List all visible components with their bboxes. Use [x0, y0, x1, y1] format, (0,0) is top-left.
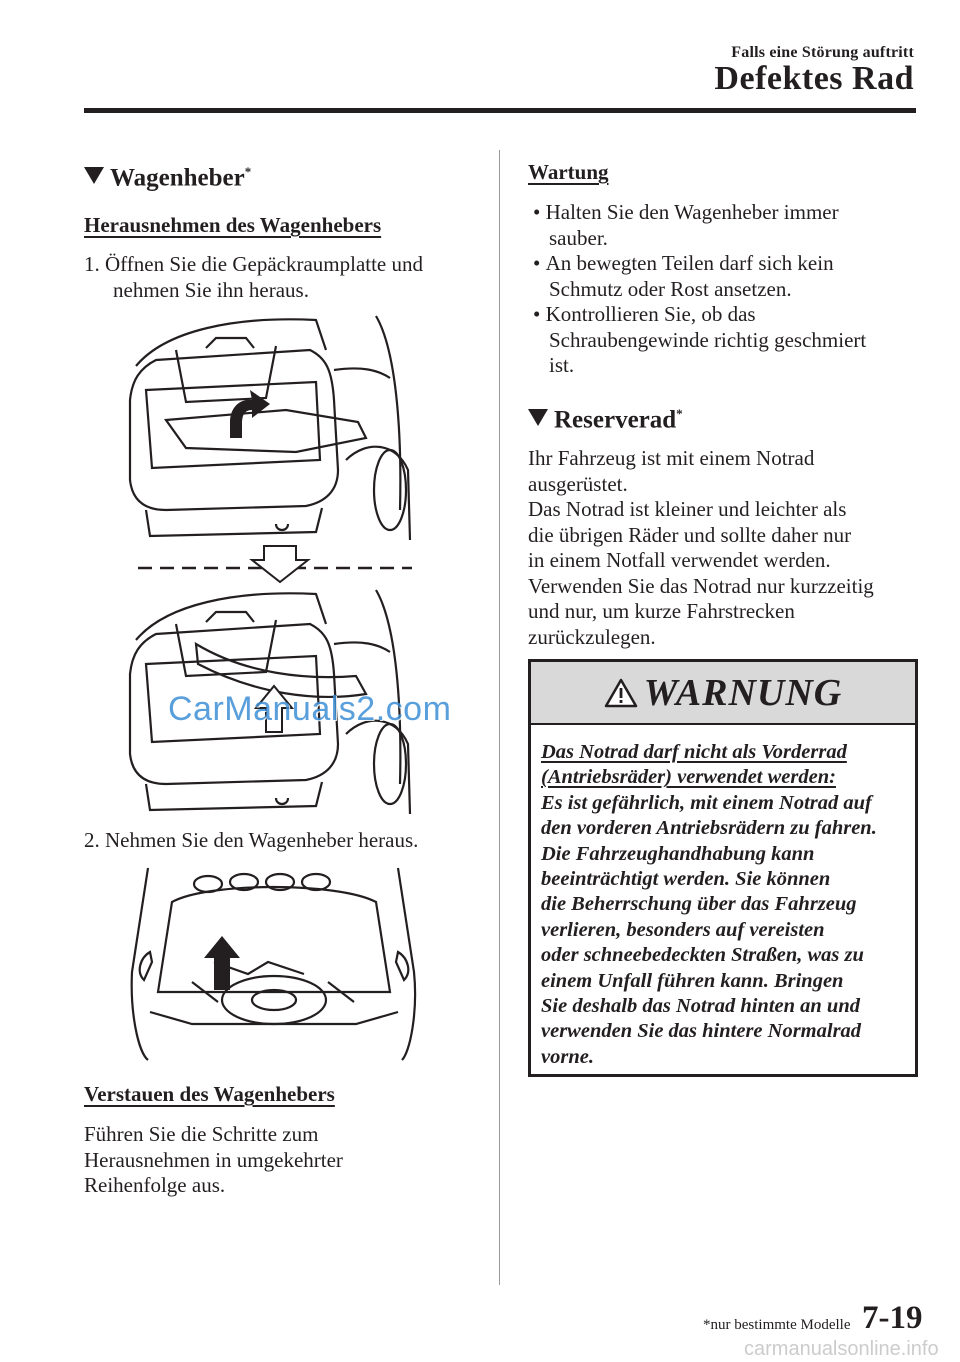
list-item: • Kontrollieren Sie, ob das Schraubengewinde richtig geschmiert ist. [533, 302, 867, 377]
list-item: • Halten Sie den Wagenheber immer sauber. [533, 200, 839, 250]
page-title: Defektes Rad [714, 60, 914, 97]
step-1: 1. Öffnen Sie die Gepäckraumplatte und nehmen Sie ihn heraus. [84, 252, 424, 302]
subheading-remove-jack: Herausnehmen des Wagenhebers [84, 213, 382, 237]
warning-text: Das Notrad darf nicht als Vorderrad (Antriebsräder) verwendet werden: Es ist gefährlich, mit einem Notrad auf den vorderen Antriebsrädern zu fahren. Die Fahrzeughandhabung kann beeinträchtigt werden. Sie können die Beherrschung über das Fahrzeug verlieren, besonders auf vereisten oder schneebedeckten Straßen, was zu einem Unfall führen kann. Bringen Sie deshalb das Notrad hinten an und verwenden Sie das hintere Normalrad vorne. [541, 741, 877, 1068]
illustration-open-cargo-board [126, 310, 416, 546]
warning-triangle-icon [604, 678, 638, 708]
page-number: 7-19 [862, 1300, 923, 1336]
warning-title: WARNUNG [643, 671, 843, 714]
chapter-title: Falls eine Störung auftritt [731, 44, 914, 61]
maintenance-list [533, 200, 913, 379]
step-transition-arrow [130, 540, 420, 588]
subheading-maintenance: Wartung [528, 160, 609, 184]
header-rule [84, 108, 916, 113]
subheading-stow-jack: Verstauen des Wagenhebers [84, 1082, 335, 1106]
illustration-jack-in-spare-well [128, 862, 420, 1062]
site-mark: carmanualsonline.info [744, 1338, 939, 1360]
column-divider [499, 150, 500, 1285]
list-item: • An bewegten Teilen darf sich kein Schmutz oder Rost ansetzen. [533, 251, 834, 301]
triangle-marker-icon [528, 409, 548, 426]
warning-box [528, 659, 918, 1077]
step-2: 2. Nehmen Sie den Wagenheber heraus. [84, 828, 419, 852]
warning-header [531, 662, 915, 725]
section-heading-reserverad: Reserverad* [528, 406, 683, 434]
section-heading-wagenheber: Wagenheber* [84, 164, 251, 192]
stow-jack-paragraph: Führen Sie die Schritte zum Herausnehmen in umgekehrter Reihenfolge aus. [84, 1122, 343, 1197]
footnote: *nur bestimmte Modelle [703, 1317, 851, 1333]
spare-wheel-paragraph: Ihr Fahrzeug ist mit einem Notrad ausgerüstet. Das Notrad ist kleiner und leichter als die übrigen Räder und sollte daher nur in einem Notfall verwendet werden. Verwenden Sie das Notrad nur kurzzeitig und nur, um kurze Fahrstrecken zurückzulegen. [528, 446, 874, 649]
watermark: CarManuals2.com [168, 690, 452, 728]
triangle-marker-icon [84, 167, 104, 184]
